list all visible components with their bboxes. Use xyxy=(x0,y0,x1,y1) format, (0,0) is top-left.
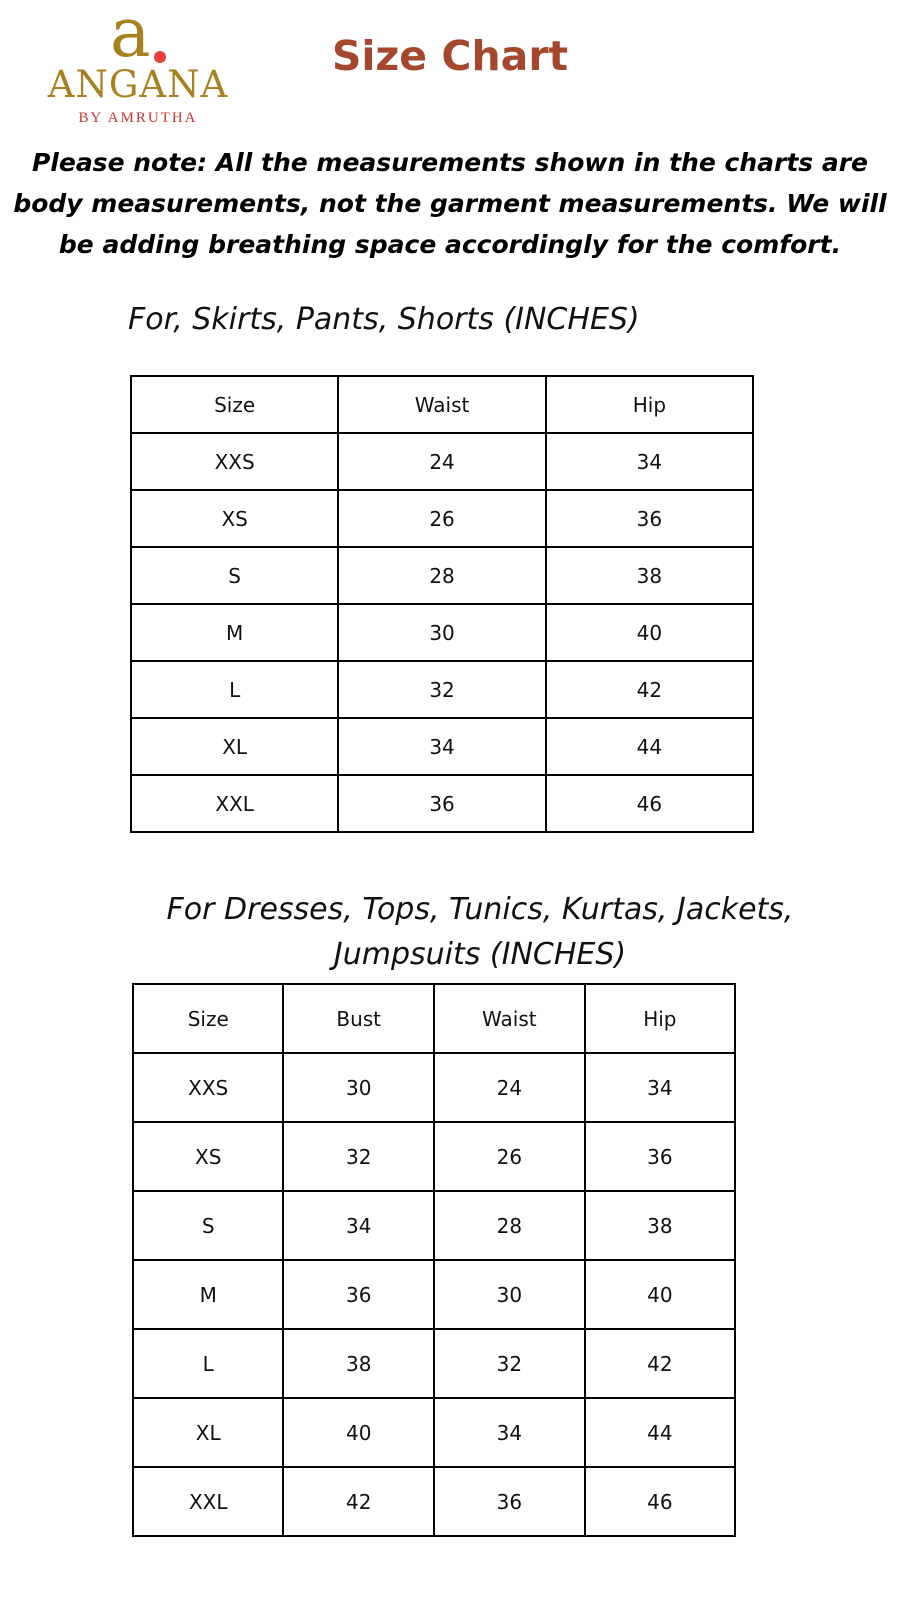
table-cell: 32 xyxy=(434,1329,585,1398)
bottoms-section-title xyxy=(128,297,640,342)
table-cell: 36 xyxy=(338,775,546,832)
column-header: Bust xyxy=(283,984,434,1053)
table-cell: 38 xyxy=(585,1191,735,1260)
table-cell: 36 xyxy=(546,490,753,547)
column-header: Size xyxy=(131,376,338,433)
column-header: Size xyxy=(133,984,283,1053)
table-cell: 26 xyxy=(338,490,546,547)
table-cell: 44 xyxy=(546,718,753,775)
table-cell: 40 xyxy=(283,1398,434,1467)
table-row xyxy=(131,718,753,775)
note-line: body measurements, not the garment measurements. We will xyxy=(13,189,887,218)
table-cell: XXL xyxy=(133,1467,283,1536)
table-cell: 34 xyxy=(546,433,753,490)
table-row xyxy=(131,433,753,490)
table-row xyxy=(133,1329,735,1398)
table-row xyxy=(133,1260,735,1329)
table-cell: 44 xyxy=(585,1398,735,1467)
table-cell: L xyxy=(131,661,338,718)
table-cell: 28 xyxy=(434,1191,585,1260)
table-cell: XL xyxy=(133,1398,283,1467)
table-cell: 24 xyxy=(338,433,546,490)
table-cell: 46 xyxy=(585,1467,735,1536)
table-cell: 30 xyxy=(434,1260,585,1329)
measurement-note xyxy=(0,142,900,265)
table-row xyxy=(133,1053,735,1122)
table-cell: 24 xyxy=(434,1053,585,1122)
table-cell: 40 xyxy=(585,1260,735,1329)
table-cell: XXL xyxy=(131,775,338,832)
table-row xyxy=(133,1467,735,1536)
table-cell: 32 xyxy=(283,1122,434,1191)
table-cell: 36 xyxy=(283,1260,434,1329)
table-header-row xyxy=(133,984,735,1053)
table-row xyxy=(131,604,753,661)
tops-section-title xyxy=(130,887,830,977)
table-cell: 38 xyxy=(283,1329,434,1398)
table-header-row xyxy=(131,376,753,433)
column-header: Hip xyxy=(585,984,735,1053)
logo-monogram: a xyxy=(110,0,151,73)
table-cell: XS xyxy=(133,1122,283,1191)
table-cell: 36 xyxy=(585,1122,735,1191)
table-cell: 34 xyxy=(434,1398,585,1467)
table-cell: XS xyxy=(131,490,338,547)
logo-brand-subtitle: BY AMRUTHA xyxy=(78,110,198,126)
table-cell: S xyxy=(131,547,338,604)
table-row xyxy=(131,547,753,604)
table-row xyxy=(131,775,753,832)
table-row xyxy=(133,1191,735,1260)
table-cell: 34 xyxy=(283,1191,434,1260)
note-line: be adding breathing space accordingly for the comfort. xyxy=(58,230,842,259)
column-header: Waist xyxy=(434,984,585,1053)
column-header: Waist xyxy=(338,376,546,433)
section-title-line: For Dresses, Tops, Tunics, Kurtas, Jackets, xyxy=(166,892,794,927)
brand-logo xyxy=(34,0,244,128)
section-title-line: Jumpsuits (INCHES) xyxy=(333,937,627,972)
table-cell: 36 xyxy=(434,1467,585,1536)
table-cell: 26 xyxy=(434,1122,585,1191)
table-row xyxy=(133,1122,735,1191)
table-cell: 38 xyxy=(546,547,753,604)
logo-brand-name: ANGANA xyxy=(47,63,229,106)
table-cell: 42 xyxy=(585,1329,735,1398)
logo-dot-icon xyxy=(154,51,166,63)
table-cell: 42 xyxy=(546,661,753,718)
table-cell: 30 xyxy=(283,1053,434,1122)
table-cell: S xyxy=(133,1191,283,1260)
table-cell: 40 xyxy=(546,604,753,661)
table-row xyxy=(131,490,753,547)
table-cell: 32 xyxy=(338,661,546,718)
table-cell: 46 xyxy=(546,775,753,832)
table-cell: XXS xyxy=(131,433,338,490)
table-cell: XL xyxy=(131,718,338,775)
table-cell: M xyxy=(131,604,338,661)
table-row xyxy=(131,661,753,718)
section-title-line: For, Skirts, Pants, Shorts (INCHES) xyxy=(128,302,640,337)
note-line: Please note: All the measurements shown in the charts are xyxy=(31,148,869,177)
page-title: Size Chart xyxy=(331,32,569,80)
table-cell: 34 xyxy=(585,1053,735,1122)
table-cell: 28 xyxy=(338,547,546,604)
table-cell: 34 xyxy=(338,718,546,775)
tops-size-table xyxy=(132,983,736,1537)
table-cell: L xyxy=(133,1329,283,1398)
table-cell: 30 xyxy=(338,604,546,661)
table-row xyxy=(133,1398,735,1467)
column-header: Hip xyxy=(546,376,753,433)
table-cell: M xyxy=(133,1260,283,1329)
bottoms-size-table xyxy=(130,375,754,833)
table-cell: XXS xyxy=(133,1053,283,1122)
table-cell: 42 xyxy=(283,1467,434,1536)
